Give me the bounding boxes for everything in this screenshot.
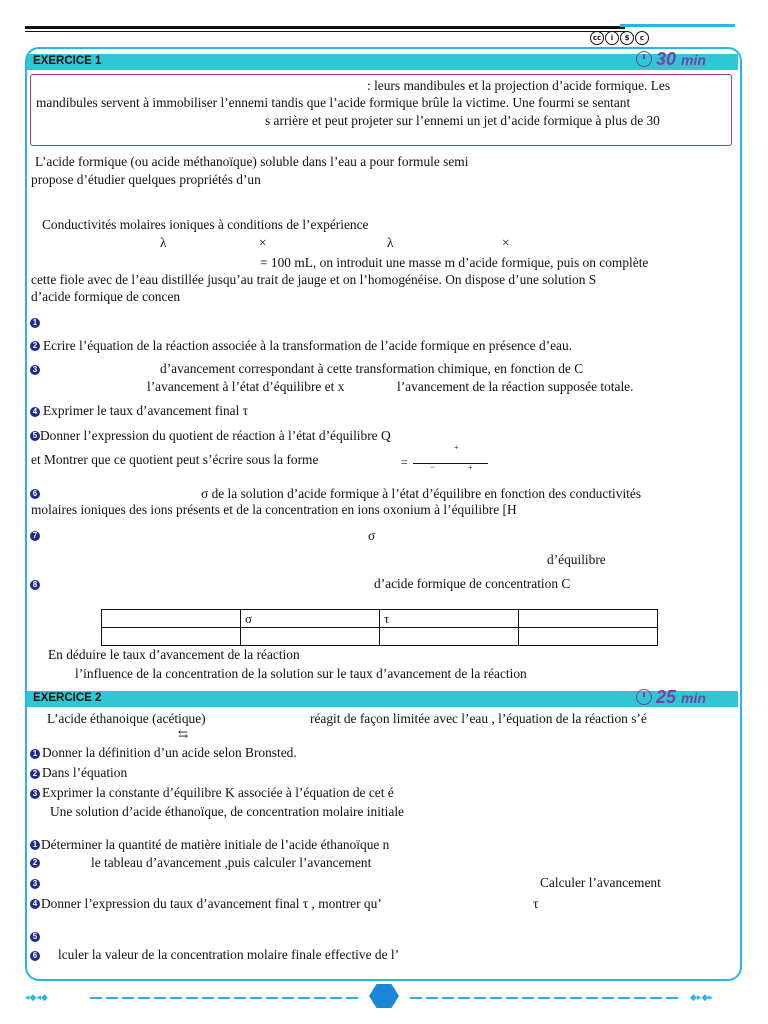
nc-icon: $: [620, 31, 634, 45]
license-badge: [590, 31, 649, 45]
clock-icon: [636, 689, 652, 705]
question-4-bullet: 4: [30, 407, 40, 417]
header-rule-thin: [25, 31, 625, 32]
footer-arrow-left-icon: ◂◆◂◆: [25, 993, 48, 1003]
intro-line-2: mandibules servent à immobiliser l’ennemi tandis que l’acide formique brûle la victime. Une fourmi se sentant: [36, 95, 631, 110]
ex2-part-4a: Donner l’expression du taux d’avancement final τ , montrer qu’: [41, 896, 382, 911]
plus-sign-bottom: +: [468, 463, 473, 472]
exercise-1-title: EXERCICE 1: [33, 55, 102, 67]
table-cell: [380, 628, 519, 646]
question-3-line-2: l’avancement à l’état d’équilibre et x: [147, 379, 345, 394]
table-cell: [519, 610, 658, 628]
minus-sign: −: [430, 462, 436, 472]
ex2-part-6: lculer la valeur de la concentration molaire finale effective de l’: [58, 947, 400, 962]
header-rule: [25, 26, 625, 29]
question-8: d’acide formique de concentration C: [374, 576, 571, 591]
ex2-paragraph-2: Une solution d’acide éthanoïque, de concentration molaire initiale: [50, 804, 404, 819]
table-cell: [102, 610, 241, 628]
exercise-1-header: [27, 54, 738, 70]
exercise-1-timer: [636, 49, 706, 70]
conductivity-title: Conductivités molaires ioniques à conditions de l’expérience: [42, 217, 369, 232]
timer-value: 30: [656, 49, 677, 69]
ex2-r2-bullet: 2: [30, 858, 40, 868]
timer-value: 25: [656, 687, 677, 707]
ex2-question-2: Dans l’équation: [42, 765, 128, 780]
ex2-q3-bullet: 3: [30, 789, 40, 799]
ex2-part-2: le tableau d’avancement ,puis calculer l’avancement: [91, 855, 372, 870]
table-cell: σ: [241, 610, 380, 628]
results-table: [101, 609, 658, 646]
question-3-line-1: d’avancement correspondant à cette transformation chimique, en fonction de C: [160, 361, 584, 376]
timer-unit: min: [681, 690, 706, 706]
question-2-bullet: 2: [30, 341, 40, 351]
footer-dash-left: [90, 997, 360, 999]
paragraph-3: = 100 mL, on introduit une masse m d’acide formique, puis on complète: [260, 255, 649, 270]
paragraph-1: L’acide formique (ou acide méthanoïque) soluble dans l’eau a pour formule semi: [35, 154, 469, 169]
influence-line: l’influence de la concentration de la solution sur le taux d’avancement de la réaction: [75, 666, 527, 681]
sa-icon: c: [635, 31, 649, 45]
ex2-r1-bullet: 1: [30, 840, 40, 850]
deduce-line: En déduire le taux d’avancement de la réaction: [48, 647, 300, 662]
question-1-bullet: 1: [30, 318, 40, 328]
table-row: [102, 628, 658, 646]
question-3-line-3: l’avancement de la réaction supposée totale.: [397, 379, 634, 394]
paragraph-5: d’acide formique de concen: [31, 289, 181, 304]
footer-hexagon-icon: [369, 984, 399, 1008]
ex2-part-1: Déterminer la quantité de matière initiale de l’acide éthanoïque n: [41, 837, 390, 852]
equals-sign: =: [401, 455, 408, 469]
ex2-question-3: Exprimer la constante d’équilibre K associée à l’équation de cet é: [42, 785, 394, 800]
question-6-bullet: 6: [30, 489, 40, 499]
question-6-line-1: σ de la solution d’acide formique à l’état d’équilibre en fonction des conductivités: [201, 486, 642, 501]
question-7-sigma: σ: [368, 528, 376, 543]
question-6-line-2: molaires ioniques des ions présents et de la concentration en ions oxonium à l’équilibre [H: [31, 502, 517, 517]
times-2: ×: [502, 235, 510, 250]
ex2-r4-bullet: 4: [30, 899, 40, 909]
exercise-2-timer: [636, 687, 706, 708]
lambda-1: λ: [160, 235, 167, 250]
table-cell: [241, 628, 380, 646]
cc-icon: cc: [590, 31, 604, 45]
by-icon: i: [605, 31, 619, 45]
ex2-paragraph-1a: L’acide éthanoique (acétique): [47, 711, 206, 726]
question-2: Ecrire l’équation de la réaction associée à la transformation de l’acide formique en présence d’eau.: [43, 338, 573, 353]
fraction-line: [413, 463, 488, 464]
table-row: [102, 610, 658, 628]
question-5-line-2: et Montrer que ce quotient peut s’écrire sous la forme: [31, 452, 319, 467]
paragraph-2: propose d’étudier quelques propriétés d’un: [31, 172, 261, 187]
ex2-r6-bullet: 6: [30, 951, 40, 961]
footer-arrow-right-icon: ◆▸◆▸: [690, 993, 713, 1003]
question-3-bullet: 3: [30, 365, 40, 375]
table-cell: τ: [380, 610, 519, 628]
ex2-r5-bullet: 5: [30, 932, 40, 942]
intro-line-1: : leurs mandibules et la projection d’acide formique. Les: [367, 78, 671, 93]
times-1: ×: [259, 235, 267, 250]
footer-dash-right: [410, 997, 680, 999]
clock-icon: [636, 51, 652, 67]
timer-unit: min: [681, 52, 706, 68]
ex2-part-3: Calculer l’avancement: [540, 875, 661, 890]
question-7-line-2: d’équilibre: [547, 552, 606, 567]
ex2-q1-bullet: 1: [30, 749, 40, 759]
ex2-paragraph-1b: réagit de façon limitée avec l’eau , l’équation de la réaction s’é: [310, 711, 647, 726]
lambda-2: λ: [387, 235, 394, 250]
exercise-2-header: [27, 691, 738, 707]
exercise-2-title: EXERCICE 2: [33, 692, 102, 704]
equilibrium-arrows: ⇆: [178, 727, 189, 741]
question-7-bullet: 7: [30, 531, 40, 541]
ex2-question-1: Donner la définition d’un acide selon Bronsted.: [42, 745, 297, 760]
question-4: Exprimer le taux d’avancement final τ: [43, 403, 249, 418]
paragraph-4: cette fiole avec de l’eau distillée jusqu’au trait de jauge et on l’homogénéise. On dispose d’une solution S: [31, 272, 597, 287]
ex2-r3-bullet: 3: [30, 879, 40, 889]
plus-sign-top: +: [454, 443, 459, 452]
table-cell: [102, 628, 241, 646]
intro-line-3: s arrière et peut projeter sur l’ennemi un jet d’acide formique à plus de 30: [265, 113, 660, 128]
table-cell: [519, 628, 658, 646]
ex2-q2-bullet: 2: [30, 769, 40, 779]
question-8-bullet: 8: [30, 580, 40, 590]
question-5-bullet: 5: [30, 431, 40, 441]
question-5-line-1: Donner l’expression du quotient de réaction à l’état d’équilibre Q: [40, 428, 391, 443]
ex2-part-4b: τ: [533, 896, 539, 911]
